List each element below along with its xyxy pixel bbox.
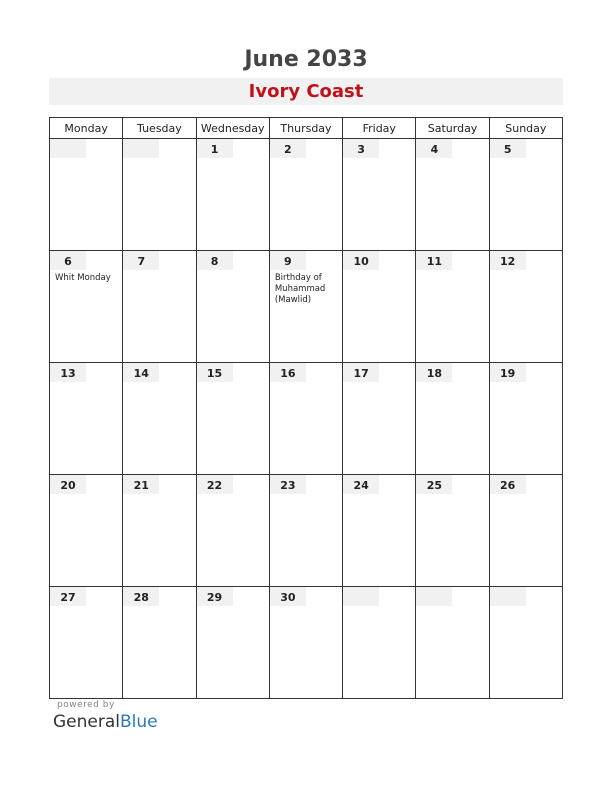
- day-cell: [489, 363, 562, 475]
- day-number: 21: [123, 475, 159, 494]
- day-number: 12: [490, 251, 526, 270]
- day-cell: [343, 587, 416, 699]
- day-cell: [50, 139, 123, 251]
- generalblue-logo[interactable]: [53, 712, 158, 732]
- day-cell: [416, 363, 489, 475]
- day-cell: [416, 475, 489, 587]
- weekday-header: Friday: [343, 118, 416, 139]
- day-cell: [269, 363, 342, 475]
- day-cell: [50, 363, 123, 475]
- day-cell: [343, 363, 416, 475]
- day-cell: [416, 587, 489, 699]
- day-number: 8: [197, 251, 233, 270]
- logo-text-general: General: [53, 712, 120, 732]
- day-cell: [269, 251, 342, 363]
- calendar-title: June 2033: [244, 47, 368, 72]
- powered-by-text: powered by: [57, 700, 115, 710]
- day-number: 2: [270, 139, 306, 158]
- day-number: 20: [50, 475, 86, 494]
- day-cell: [269, 475, 342, 587]
- day-number: 17: [343, 363, 379, 382]
- day-number: 10: [343, 251, 379, 270]
- day-cell: [416, 251, 489, 363]
- day-cell: [196, 363, 269, 475]
- day-cell: [269, 587, 342, 699]
- weekday-header: Monday: [50, 118, 123, 139]
- weekday-header: Saturday: [416, 118, 489, 139]
- day-number: 6: [50, 251, 86, 270]
- day-number: 5: [490, 139, 526, 158]
- country-banner: [49, 78, 563, 105]
- day-number: [343, 587, 379, 606]
- week-row: [50, 139, 563, 251]
- day-cell: [343, 475, 416, 587]
- day-number: 24: [343, 475, 379, 494]
- weekday-header: Thursday: [269, 118, 342, 139]
- day-number: 15: [197, 363, 233, 382]
- holiday-label: Whit Monday: [55, 273, 111, 283]
- day-cell: [50, 587, 123, 699]
- day-number: 4: [416, 139, 452, 158]
- day-cell: [50, 251, 123, 363]
- day-number: 14: [123, 363, 159, 382]
- day-number: 3: [343, 139, 379, 158]
- day-cell: [489, 251, 562, 363]
- week-row: [50, 587, 563, 699]
- day-number: [123, 139, 159, 158]
- weekday-header: Sunday: [489, 118, 562, 139]
- day-cell: [416, 139, 489, 251]
- day-number: 18: [416, 363, 452, 382]
- day-number: 16: [270, 363, 306, 382]
- weekday-header: Tuesday: [123, 118, 196, 139]
- day-number: [490, 587, 526, 606]
- day-number: 22: [197, 475, 233, 494]
- day-number: 29: [197, 587, 233, 606]
- day-cell: [196, 475, 269, 587]
- day-number: 7: [123, 251, 159, 270]
- day-cell: [196, 251, 269, 363]
- day-cell: [123, 251, 196, 363]
- day-number: 9: [270, 251, 306, 270]
- day-cell: [196, 139, 269, 251]
- day-number: 30: [270, 587, 306, 606]
- week-row: [50, 251, 563, 363]
- day-cell: [489, 587, 562, 699]
- day-number: 28: [123, 587, 159, 606]
- day-cell: [123, 475, 196, 587]
- day-cell: [123, 139, 196, 251]
- day-number: 27: [50, 587, 86, 606]
- day-cell: [489, 139, 562, 251]
- holiday-label: Birthday of Muhammad (Mawlid): [274, 273, 326, 305]
- day-cell: [123, 587, 196, 699]
- day-number: 25: [416, 475, 452, 494]
- day-number: 11: [416, 251, 452, 270]
- logo-text-blue: Blue: [120, 712, 158, 732]
- day-number: 1: [197, 139, 233, 158]
- day-number: 26: [490, 475, 526, 494]
- weekday-header-row: [50, 118, 563, 139]
- day-cell: [343, 139, 416, 251]
- day-cell: [196, 587, 269, 699]
- week-row: [50, 475, 563, 587]
- day-number: 23: [270, 475, 306, 494]
- day-cell: [343, 251, 416, 363]
- day-cell: [123, 363, 196, 475]
- day-cell: [50, 475, 123, 587]
- day-number: [50, 139, 86, 158]
- day-number: 19: [490, 363, 526, 382]
- week-row: [50, 363, 563, 475]
- day-number: 13: [50, 363, 86, 382]
- calendar-grid: [49, 117, 563, 699]
- weekday-header: Wednesday: [196, 118, 269, 139]
- day-cell: [269, 139, 342, 251]
- day-number: [416, 587, 452, 606]
- day-cell: [489, 475, 562, 587]
- country-name: Ivory Coast: [248, 81, 364, 102]
